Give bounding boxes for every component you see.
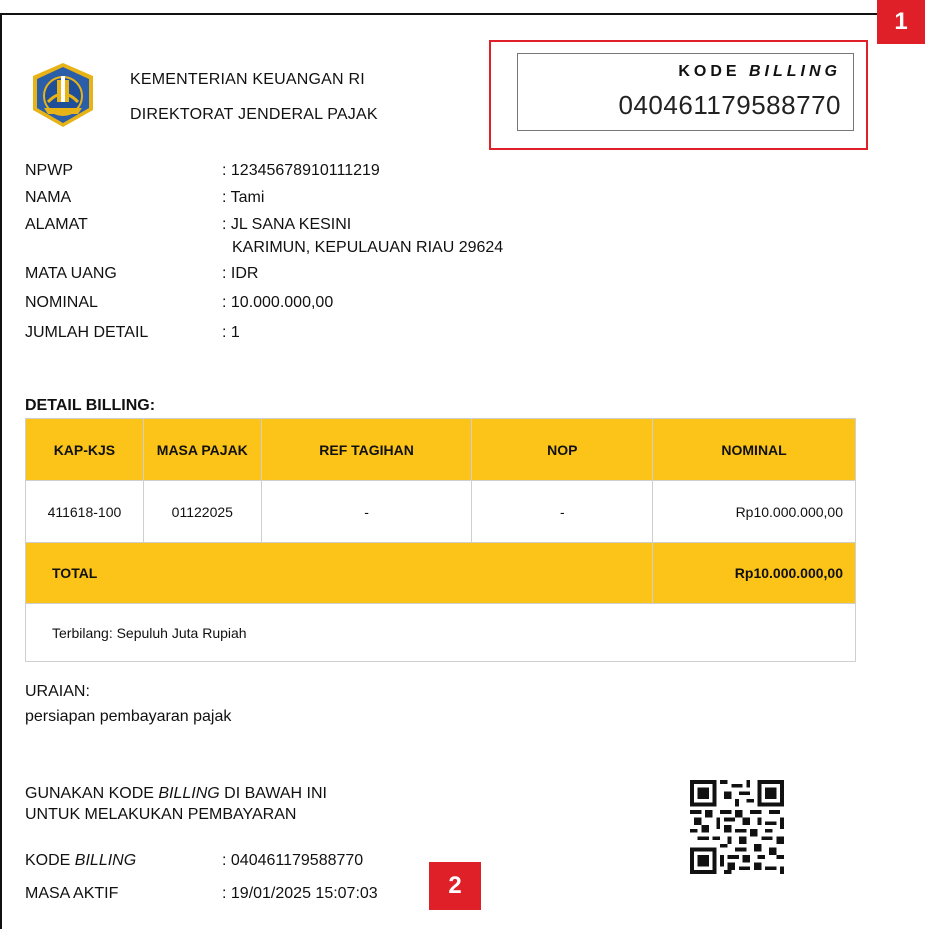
kemenkeu-logo-icon <box>30 62 96 128</box>
alamat-value: : JL SANA KESINI <box>222 216 352 233</box>
instruction-line-1: GUNAKAN KODE BILLING DI BAWAH INI <box>25 785 327 802</box>
column-header: MASA PAJAK <box>143 419 261 481</box>
uraian-label: URAIAN: <box>25 683 90 700</box>
cell-ref-tagihan: - <box>261 481 472 543</box>
column-header: NOMINAL <box>653 419 856 481</box>
nominal-value: : 10.000.000,00 <box>222 294 334 311</box>
column-header: NOP <box>472 419 653 481</box>
cell-nop: - <box>472 481 653 543</box>
cell-masa-pajak: 01122025 <box>143 481 261 543</box>
jumlah-detail-value: : 1 <box>222 324 240 341</box>
column-header: KAP-KJS <box>26 419 144 481</box>
annotation-marker-1: 1 <box>877 0 925 44</box>
kode-billing-bottom-value: : 040461179588770 <box>222 852 364 869</box>
instruction-line-2: UNTUK MELAKUKAN PEMBAYARAN <box>25 806 297 823</box>
detail-billing-title: DETAIL BILLING: <box>25 397 156 414</box>
qr-code-icon <box>690 780 784 874</box>
kode-billing-bottom-label: KODE BILLING <box>25 852 137 869</box>
detail-billing-table <box>25 418 856 662</box>
kode-billing-value: 040461179588770 <box>618 90 841 120</box>
npwp-value: : 12345678910111219 <box>222 162 380 179</box>
total-label: TOTAL <box>26 543 653 604</box>
jumlah-detail-label: JUMLAH DETAIL <box>25 324 149 341</box>
document-frame-left <box>0 13 2 929</box>
alamat-label: ALAMAT <box>25 216 88 233</box>
nama-value: : Tami <box>222 189 265 206</box>
nominal-label: NOMINAL <box>25 294 98 311</box>
annotation-marker-2: 2 <box>429 862 481 910</box>
terbilang-text: Terbilang: Sepuluh Juta Rupiah <box>26 604 856 662</box>
mata-uang-label: MATA UANG <box>25 265 117 282</box>
kode-billing-label: KODE BILLING <box>678 63 841 80</box>
uraian-value: persiapan pembayaran pajak <box>25 708 232 725</box>
directorate-name: DIREKTORAT JENDERAL PAJAK <box>130 106 378 123</box>
kode-billing-box <box>517 53 854 131</box>
cell-kap-kjs: 411618-100 <box>26 481 144 543</box>
masa-aktif-value: : 19/01/2025 15:07:03 <box>222 885 378 902</box>
table-total-row <box>26 543 856 604</box>
total-value: Rp10.000.000,00 <box>653 543 856 604</box>
npwp-label: NPWP <box>25 162 73 179</box>
masa-aktif-label: MASA AKTIF <box>25 885 119 902</box>
ministry-name: KEMENTERIAN KEUANGAN RI <box>130 71 365 88</box>
table-row <box>26 481 856 543</box>
column-header: REF TAGIHAN <box>261 419 472 481</box>
mata-uang-value: : IDR <box>222 265 259 282</box>
table-header-row <box>26 419 856 481</box>
nama-label: NAMA <box>25 189 72 206</box>
table-terbilang-row <box>26 604 856 662</box>
document-frame-top <box>0 13 880 15</box>
cell-nominal: Rp10.000.000,00 <box>653 481 856 543</box>
alamat-value-line2: KARIMUN, KEPULAUAN RIAU 29624 <box>232 239 504 256</box>
